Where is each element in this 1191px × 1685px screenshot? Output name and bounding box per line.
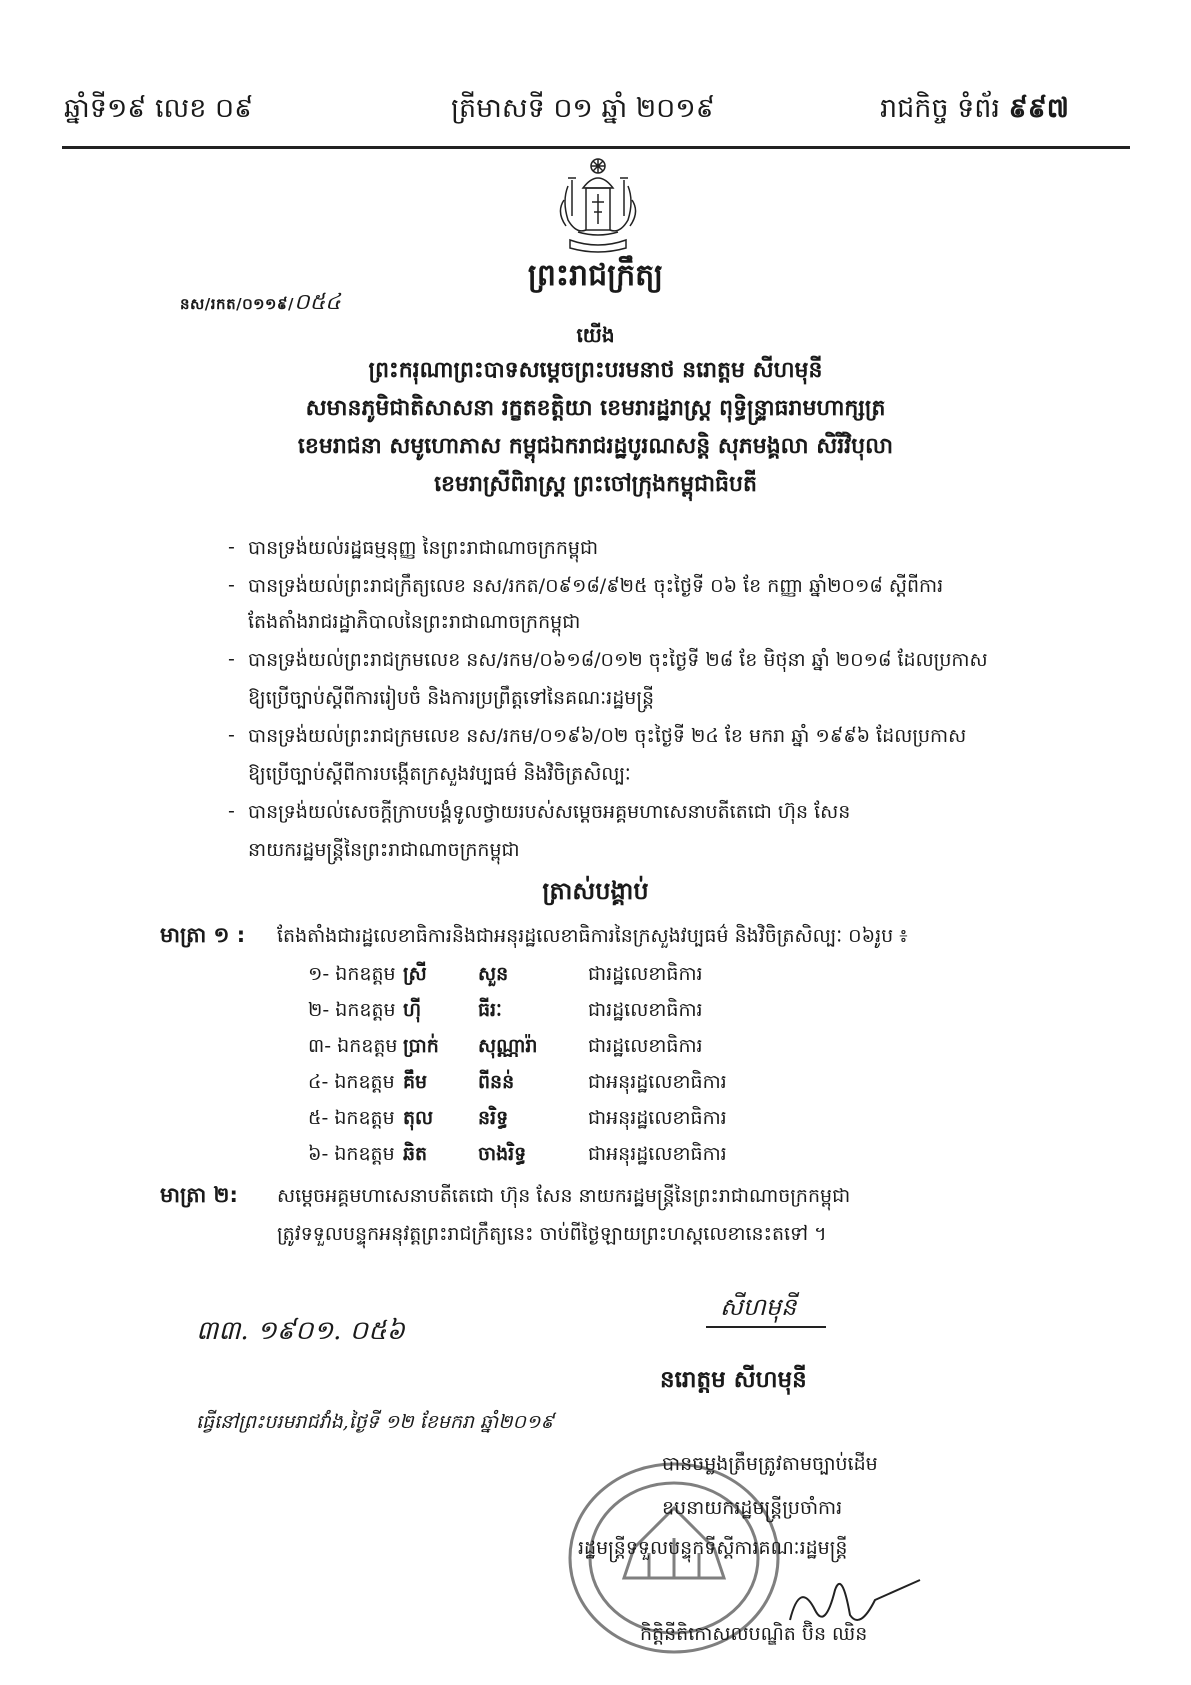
appointee-given-name: នរិទ្ធ: [478, 1107, 509, 1129]
countersign-title-2: រដ្ឋមន្ត្រីទទួលបន្ទុកទីស្តីការគណៈរដ្ឋមន្ត្រី: [578, 1537, 848, 1559]
appointee-given-name: ចាងរិទ្ធ: [478, 1143, 527, 1165]
article-1-text: តែងតាំងជារដ្ឋលេខាធិការនិងជាអនុរដ្ឋលេខាធិការនៃក្រសួងវប្បធម៌ និងវិចិត្រសិល្បៈ ០៦រូប ៖: [277, 925, 908, 947]
signature-underline: [706, 1326, 826, 1328]
gazette-page: [880, 92, 1069, 131]
royal-line-4: ខេមរាស្រីពិរាស្ត្រ ព្រះចៅក្រុងកម្ពុជាធិបតី: [434, 472, 757, 497]
decree-reference: [180, 288, 341, 320]
appointee-role: ជារដ្ឋលេខាធិការ: [588, 1035, 703, 1057]
citation-dash: -: [228, 574, 235, 596]
appointee-surname: ស្រី: [403, 963, 427, 985]
decree-title: ព្រះរាជក្រឹត្យ: [527, 258, 664, 293]
handwritten-registry-number: ៣៣. ១៩០១. ០៥៦: [196, 1316, 405, 1346]
appointee-role: ជាអនុរដ្ឋលេខាធិការ: [588, 1071, 727, 1093]
citation-dash: -: [228, 724, 235, 746]
royal-signature: សីហមុនី: [720, 1293, 797, 1321]
appointee-number: ៥- ឯកឧត្តម: [308, 1107, 395, 1129]
gazette-label: រាជកិច្ច ទំព័រ: [880, 93, 1000, 124]
place-and-date: ធ្វើនៅព្រះបរមរាជវាំង,ថ្ងៃទី ១២ ខែមករា ឆ្នាំ២០១៩: [196, 1411, 554, 1433]
royal-line-3: ខេមរាជនា សមូហោភាស កម្ពុជឯករាជរដ្ឋបូរណសន្តិ សុភមង្គលា សិរីវិបុលា: [297, 434, 894, 459]
article-2-label: មាត្រា ២:: [160, 1183, 238, 1207]
appointee-surname: ឆិត: [403, 1143, 428, 1165]
we-heading: យើង: [576, 323, 615, 347]
appointee-given-name: សុណ្ណារ៉ា: [478, 1035, 538, 1057]
appointee-surname: គឹម: [403, 1071, 428, 1093]
reference-handwritten: ០៥៤: [294, 290, 341, 315]
appointee-role: ជារដ្ឋលេខាធិការ: [588, 963, 703, 985]
citation-5: បានទ្រង់យល់សេចក្តីក្រាបបង្គំទូលថ្វាយរបស់សម្តេចអគ្គមហាសេនាបតីតេជោ ហ៊ុន សែន: [248, 801, 851, 823]
appointee-number: ៣- ឯកឧត្តម: [308, 1035, 398, 1057]
article-2-line-2: ត្រូវទទួលបន្ទុកអនុវត្តព្រះរាជក្រឹត្យនេះ ចាប់ពីថ្ងៃឡាយព្រះហស្តលេខានេះតទៅ ។: [277, 1223, 827, 1245]
decree-heading: ត្រាស់បង្គាប់: [542, 877, 649, 905]
citation-4-cont: ឱ្យប្រើច្បាប់ស្តីពីការបង្កើតក្រសួងវប្បធម៌ និងវិចិត្រសិល្បៈ: [248, 763, 631, 785]
appointee-given-name: ពីនន់: [478, 1071, 515, 1093]
header-rule: [62, 146, 1130, 149]
royal-coat-of-arms-icon: [548, 156, 648, 260]
article-1-label: មាត្រា ១ :: [160, 923, 246, 947]
citation-dash: -: [228, 800, 235, 822]
countersign-title-1: ឧបនាយករដ្ឋមន្ត្រីប្រចាំការ: [662, 1497, 843, 1519]
gazette-date: ត្រីមាសទី ០១ ឆ្នាំ ២០១៩: [451, 93, 715, 124]
reference-printed: នស/រកត/០១១៩/: [180, 295, 294, 313]
citation-1: បានទ្រង់យល់រដ្ឋធម្មនុញ្ញ នៃព្រះរាជាណាចក្រកម្ពុជា: [248, 537, 599, 559]
appointee-surname: ប្រាក់: [403, 1035, 439, 1057]
citation-2-cont: តែងតាំងរាជរដ្ឋាភិបាលនៃព្រះរាជាណាចក្រកម្ពុជា: [248, 611, 581, 633]
signer-name: នរោត្តម សីហមុនី: [660, 1367, 807, 1393]
appointee-number: ៤- ឯកឧត្តម: [308, 1071, 395, 1093]
article-2-line-1: សម្តេចអគ្គមហាសេនាបតីតេជោ ហ៊ុន សែន នាយករដ្ឋមន្ត្រីនៃព្រះរាជាណាចក្រកម្ពុជា: [277, 1185, 851, 1207]
countersign-certified: បានចម្លងត្រឹមត្រូវតាមច្បាប់ដើម: [662, 1453, 878, 1475]
page-number: ៩៩៧: [1008, 93, 1069, 124]
appointee-number: ២- ឯកឧត្តម: [308, 999, 396, 1021]
appointee-surname: តុល: [403, 1107, 434, 1129]
citation-5-cont: នាយករដ្ឋមន្ត្រីនៃព្រះរាជាណាចក្រកម្ពុជា: [248, 839, 520, 861]
citation-3-cont: ឱ្យប្រើច្បាប់ស្តីពីការរៀបចំ និងការប្រព្រឹត្តទៅនៃគណៈរដ្ឋមន្ត្រី: [248, 687, 655, 709]
royal-line-2: សមានភូមិជាតិសាសនា រក្ខតខត្តិយា ខេមរារដ្ឋរាស្ត្រ ពុទ្ធិន្ទ្រាធរាមហាក្សត្រ: [305, 396, 886, 421]
appointee-number: ៦- ឯកឧត្តម: [308, 1143, 395, 1165]
citation-dash: -: [228, 536, 235, 558]
citation-4: បានទ្រង់យល់ព្រះរាជក្រមលេខ នស/រកម/០១៩៦/០២ ចុះថ្ងៃទី ២៤ ខែ មករា ឆ្នាំ ១៩៩៦ ដែលប្រកាស: [248, 725, 967, 747]
appointee-role: ជាអនុរដ្ឋលេខាធិការ: [588, 1143, 727, 1165]
appointee-role: ជាអនុរដ្ឋលេខាធិការ: [588, 1107, 727, 1129]
gazette-issue: ឆ្នាំទី១៩ លេខ ០៩: [64, 93, 254, 124]
appointee-role: ជារដ្ឋលេខាធិការ: [588, 999, 703, 1021]
appointee-number: ១- ឯកឧត្តម: [308, 963, 396, 985]
appointee-given-name: សួន: [478, 963, 509, 985]
appointee-given-name: ធីរៈ: [478, 999, 502, 1021]
citation-dash: -: [228, 648, 235, 670]
royal-line-1: ព្រះករុណាព្រះបាទសម្តេចព្រះបរមនាថ នរោត្តម សីហមុនី: [368, 358, 823, 383]
appointee-surname: ហ៊ី: [403, 999, 422, 1021]
citation-3: បានទ្រង់យល់ព្រះរាជក្រមលេខ នស/រកម/០៦១៨/០១២ ចុះថ្ងៃទី ២៨ ខែ មិថុនា ឆ្នាំ ២០១៨ ដែលប្រកាស: [248, 649, 988, 671]
countersigner-name: កិត្តិនីតិកោសលបណ្ឌិត ប៊ិន ឈិន: [640, 1623, 868, 1645]
citation-2: បានទ្រង់យល់ព្រះរាជក្រឹត្យលេខ នស/រកត/០៩១៨/៩២៥ ចុះថ្ងៃទី ០៦ ខែ កញ្ញា ឆ្នាំ២០១៨ ស្តីពីការ: [248, 575, 944, 597]
